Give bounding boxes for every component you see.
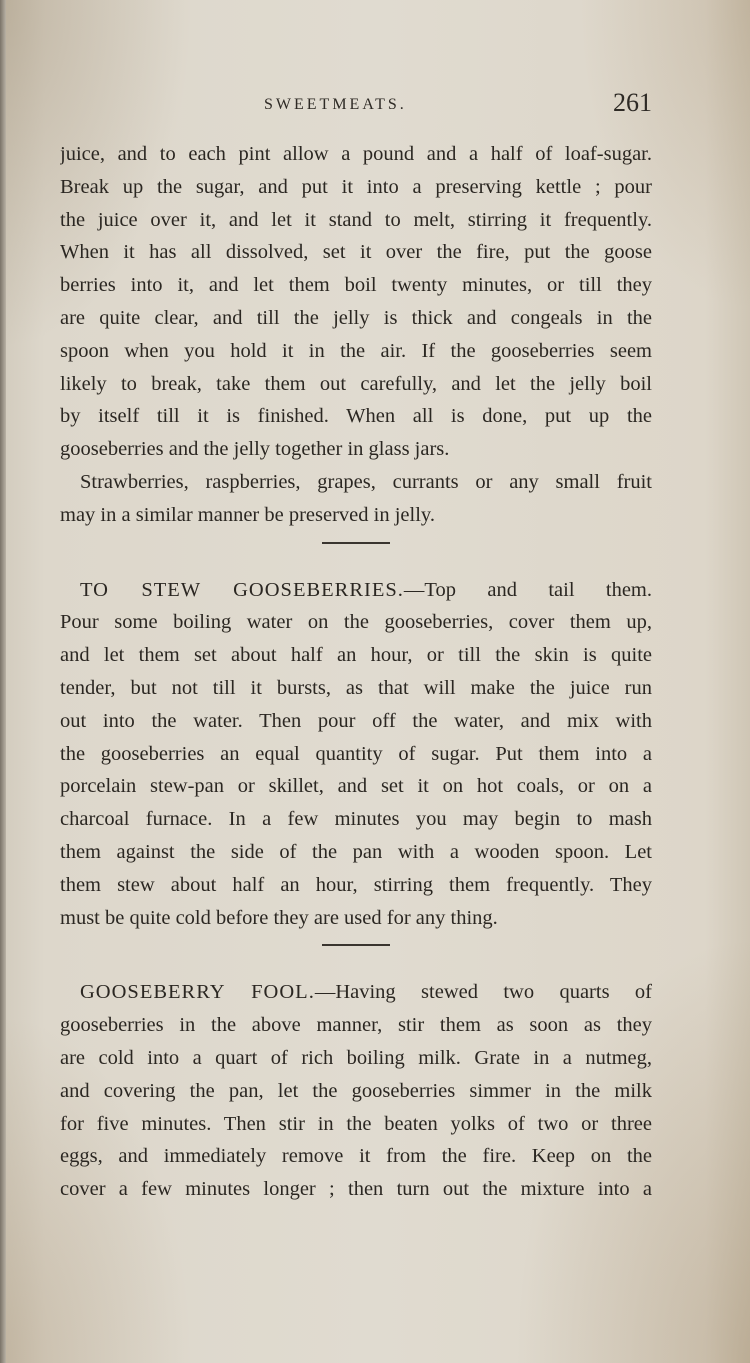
recipe-stew-gooseberries <box>60 574 652 935</box>
paragraph-gooseberry-jelly-continued <box>60 138 652 466</box>
recipe-heading-continuation: —Having stewed two quarts of <box>314 981 652 1004</box>
text-line: by itself till it is finished. When all is done, put up the <box>60 405 652 428</box>
recipe-heading-continuation: —Top and tail them. <box>403 578 652 601</box>
text-line: gooseberries in the above manner, stir them as soon as they <box>60 1014 652 1037</box>
text-line: Break up the sugar, and put it into a preserving kettle ; pour <box>60 175 652 198</box>
recipe-heading: GOOSEBERRY FOOL. <box>80 981 315 1004</box>
text-line: them against the side of the pan with a wooden spoon. Let <box>60 840 652 863</box>
text-line: berries into it, and let them boil twenty minutes, or till they <box>60 274 652 297</box>
text-line: likely to break, take them out carefully, and let the jelly boil <box>60 372 652 395</box>
text-line: and covering the pan, let the gooseberries simmer in the milk <box>60 1079 652 1102</box>
text-line: Strawberries, raspberries, grapes, currants or any small fruit <box>80 470 652 493</box>
page-body <box>60 138 652 1206</box>
text-line: Pour some boiling water on the gooseberries, cover them up, <box>60 611 652 634</box>
text-line: cover a few minutes longer ; then turn out the mixture into a <box>60 1178 652 1201</box>
page-number: 261 <box>613 88 652 117</box>
text-line: may in a similar manner be preserved in jelly. <box>60 503 435 526</box>
text-line: are quite clear, and till the jelly is thick and congeals in the <box>60 306 652 329</box>
text-line: eggs, and immediately remove it from the fire. Keep on the <box>60 1145 652 1168</box>
running-head: SWEETMEATS. <box>264 96 407 113</box>
text-line: the juice over it, and let it stand to melt, stirring it frequently. <box>60 208 652 231</box>
text-line: are cold into a quart of rich boiling milk. Grate in a nutmeg, <box>60 1046 652 1069</box>
text-line <box>60 976 652 1009</box>
text-line: must be quite cold before they are used for any thing. <box>60 906 498 929</box>
text-line: them stew about half an hour, stirring them frequently. They <box>60 873 652 896</box>
recipe-gooseberry-fool <box>60 976 652 1206</box>
text-line: porcelain stew-pan or skillet, and set it on hot coals, or on a <box>60 775 652 798</box>
text-line: the gooseberries an equal quantity of sugar. Put them into a <box>60 742 652 765</box>
page-header <box>60 88 652 122</box>
text-line: charcoal furnace. In a few minutes you may begin to mash <box>60 808 652 831</box>
text-line: for five minutes. Then stir in the beaten yolks of two or three <box>60 1112 652 1135</box>
text-line: spoon when you hold it in the air. If the gooseberries seem <box>60 339 652 362</box>
paragraph-other-fruits <box>60 466 652 532</box>
text-line: When it has all dissolved, set it over the fire, put the goose <box>60 241 652 264</box>
text-line: out into the water. Then pour off the water, and mix with <box>60 709 652 732</box>
recipe-heading: TO STEW GOOSEBERRIES. <box>80 578 404 601</box>
text-line: tender, but not till it bursts, as that will make the juice run <box>60 676 652 699</box>
text-line: and let them set about half an hour, or till the skin is quite <box>60 644 652 667</box>
page-gutter-shadow <box>0 0 6 1363</box>
text-line: gooseberries and the jelly together in glass jars. <box>60 438 450 461</box>
text-line <box>60 574 652 607</box>
text-line: juice, and to each pint allow a pound and a half of loaf-sugar. <box>60 143 652 165</box>
